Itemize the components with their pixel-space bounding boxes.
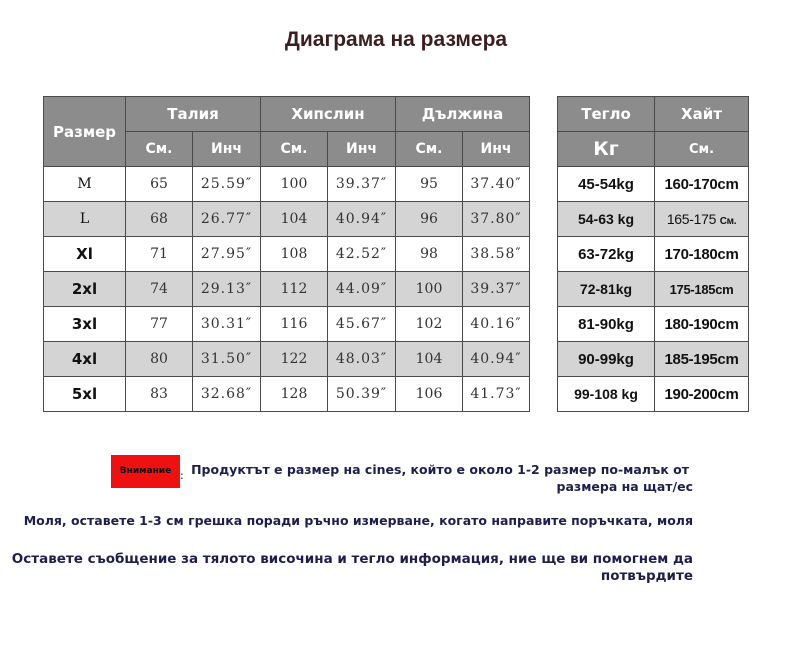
length-cm-cell: 102	[396, 307, 463, 342]
waist-in-cell: 27.95″	[193, 237, 261, 272]
table-row	[44, 342, 530, 377]
size-table	[43, 96, 530, 412]
length-header: Дължина	[396, 97, 530, 132]
hip-cm-cell: 122	[261, 342, 328, 377]
length-in-cell: 38.58″	[463, 237, 530, 272]
waist-cm-cell: 77	[126, 307, 193, 342]
table-row	[44, 377, 530, 412]
waist-in-cell: 32.68″	[193, 377, 261, 412]
height-header: Хайт	[655, 97, 749, 132]
table-row	[558, 272, 749, 307]
table-row	[558, 377, 749, 412]
hip-in-cell: 45.67″	[328, 307, 396, 342]
hip-in-cell: 50.39″	[328, 377, 396, 412]
waist-in-cell: 26.77″	[193, 202, 261, 237]
table-row	[558, 342, 749, 377]
size-notice	[191, 461, 693, 495]
length-in-cell: 39.37″	[463, 272, 530, 307]
waist-cm-cell: 74	[126, 272, 193, 307]
size-notice-line-1: Продуктът е размер на cines, който е около 1-2 размер по-малък от	[191, 462, 689, 477]
table-row	[44, 272, 530, 307]
hip-cm-cell: 128	[261, 377, 328, 412]
height-value: 165-175	[666, 211, 717, 227]
weight-header: Тегло	[558, 97, 655, 132]
hip-in-cell: 39.37″	[328, 167, 396, 202]
hip-cm-cell: 100	[261, 167, 328, 202]
length-in-cell: 40.94″	[463, 342, 530, 377]
waist-in-header: Инч	[193, 132, 261, 167]
length-cm-cell: 95	[396, 167, 463, 202]
waist-cm-cell: 83	[126, 377, 193, 412]
hip-in-cell: 40.94″	[328, 202, 396, 237]
message-note-line-1: Оставете съобщение за тялото височина и тегло информация, ние ще ви помогнем да	[11, 551, 693, 567]
kg-unit-header: Кг	[558, 132, 655, 167]
height-cell: 190-200cm	[655, 377, 749, 412]
hip-cm-header: См.	[261, 132, 328, 167]
length-cm-cell: 98	[396, 237, 463, 272]
length-cm-cell: 100	[396, 272, 463, 307]
length-cm-cell: 96	[396, 202, 463, 237]
weight-cell: 54-63 kg	[558, 202, 655, 237]
length-cm-header: См.	[396, 132, 463, 167]
weight-cell: 63-72kg	[558, 237, 655, 272]
page-title: Диаграма на размера	[284, 28, 508, 51]
height-cell	[655, 202, 749, 237]
size-cell: 2xl	[44, 272, 126, 307]
cm-unit-header: См.	[655, 132, 749, 167]
size-cell: 5xl	[44, 377, 126, 412]
size-cell: L	[44, 202, 126, 237]
length-in-cell: 40.16″	[463, 307, 530, 342]
hip-cm-cell: 108	[261, 237, 328, 272]
size-header: Размер	[44, 97, 126, 167]
table-row	[558, 167, 749, 202]
size-cell: M	[44, 167, 126, 202]
hip-cm-cell: 112	[261, 272, 328, 307]
waist-in-cell: 29.13″	[193, 272, 261, 307]
waist-cm-header: См.	[126, 132, 193, 167]
weight-cell: 90-99kg	[558, 342, 655, 377]
height-cell: 160-170cm	[655, 167, 749, 202]
table-row	[44, 237, 530, 272]
height-cell: 170-180cm	[655, 237, 749, 272]
length-in-header: Инч	[463, 132, 530, 167]
table-row	[558, 202, 749, 237]
hip-in-header: Инч	[328, 132, 396, 167]
hip-cm-cell: 104	[261, 202, 328, 237]
hip-header: Хипслин	[261, 97, 396, 132]
waist-in-cell: 30.31″	[193, 307, 261, 342]
length-cm-cell: 106	[396, 377, 463, 412]
message-note-line-2: потвърдите	[600, 568, 693, 584]
waist-cm-cell: 65	[126, 167, 193, 202]
height-unit: См.	[719, 216, 737, 227]
waist-cm-cell: 80	[126, 342, 193, 377]
weight-cell: 81-90kg	[558, 307, 655, 342]
waist-in-cell: 31.50″	[193, 342, 261, 377]
waist-in-cell: 25.59″	[193, 167, 261, 202]
table-row	[44, 202, 530, 237]
length-in-cell: 37.80″	[463, 202, 530, 237]
size-cell: 3xl	[44, 307, 126, 342]
waist-cm-cell: 71	[126, 237, 193, 272]
waist-header: Талия	[126, 97, 261, 132]
weight-height-table	[557, 96, 749, 412]
weight-cell: 99-108 kg	[558, 377, 655, 412]
attention-colon: :	[180, 469, 184, 482]
table-row	[558, 307, 749, 342]
attention-badge: Внимание	[111, 455, 180, 488]
table-row	[558, 237, 749, 272]
weight-cell: 72-81kg	[558, 272, 655, 307]
height-cell: 175-185cm	[655, 272, 749, 307]
hip-in-cell: 44.09″	[328, 272, 396, 307]
size-cell: 4xl	[44, 342, 126, 377]
hip-in-cell: 48.03″	[328, 342, 396, 377]
size-cell: Xl	[44, 237, 126, 272]
table-row	[44, 307, 530, 342]
hip-cm-cell: 116	[261, 307, 328, 342]
size-notice-line-2: размера на щат/ес	[556, 479, 693, 494]
length-cm-cell: 104	[396, 342, 463, 377]
length-in-cell: 37.40″	[463, 167, 530, 202]
waist-cm-cell: 68	[126, 202, 193, 237]
weight-cell: 45-54kg	[558, 167, 655, 202]
table-row	[44, 167, 530, 202]
length-in-cell: 41.73″	[463, 377, 530, 412]
message-note	[12, 551, 693, 585]
height-cell: 185-195cm	[655, 342, 749, 377]
measurement-note: Моля, оставете 1-3 см грешка поради ръчно измерване, когато направите поръчката, моля	[23, 513, 693, 528]
hip-in-cell: 42.52″	[328, 237, 396, 272]
height-cell: 180-190cm	[655, 307, 749, 342]
